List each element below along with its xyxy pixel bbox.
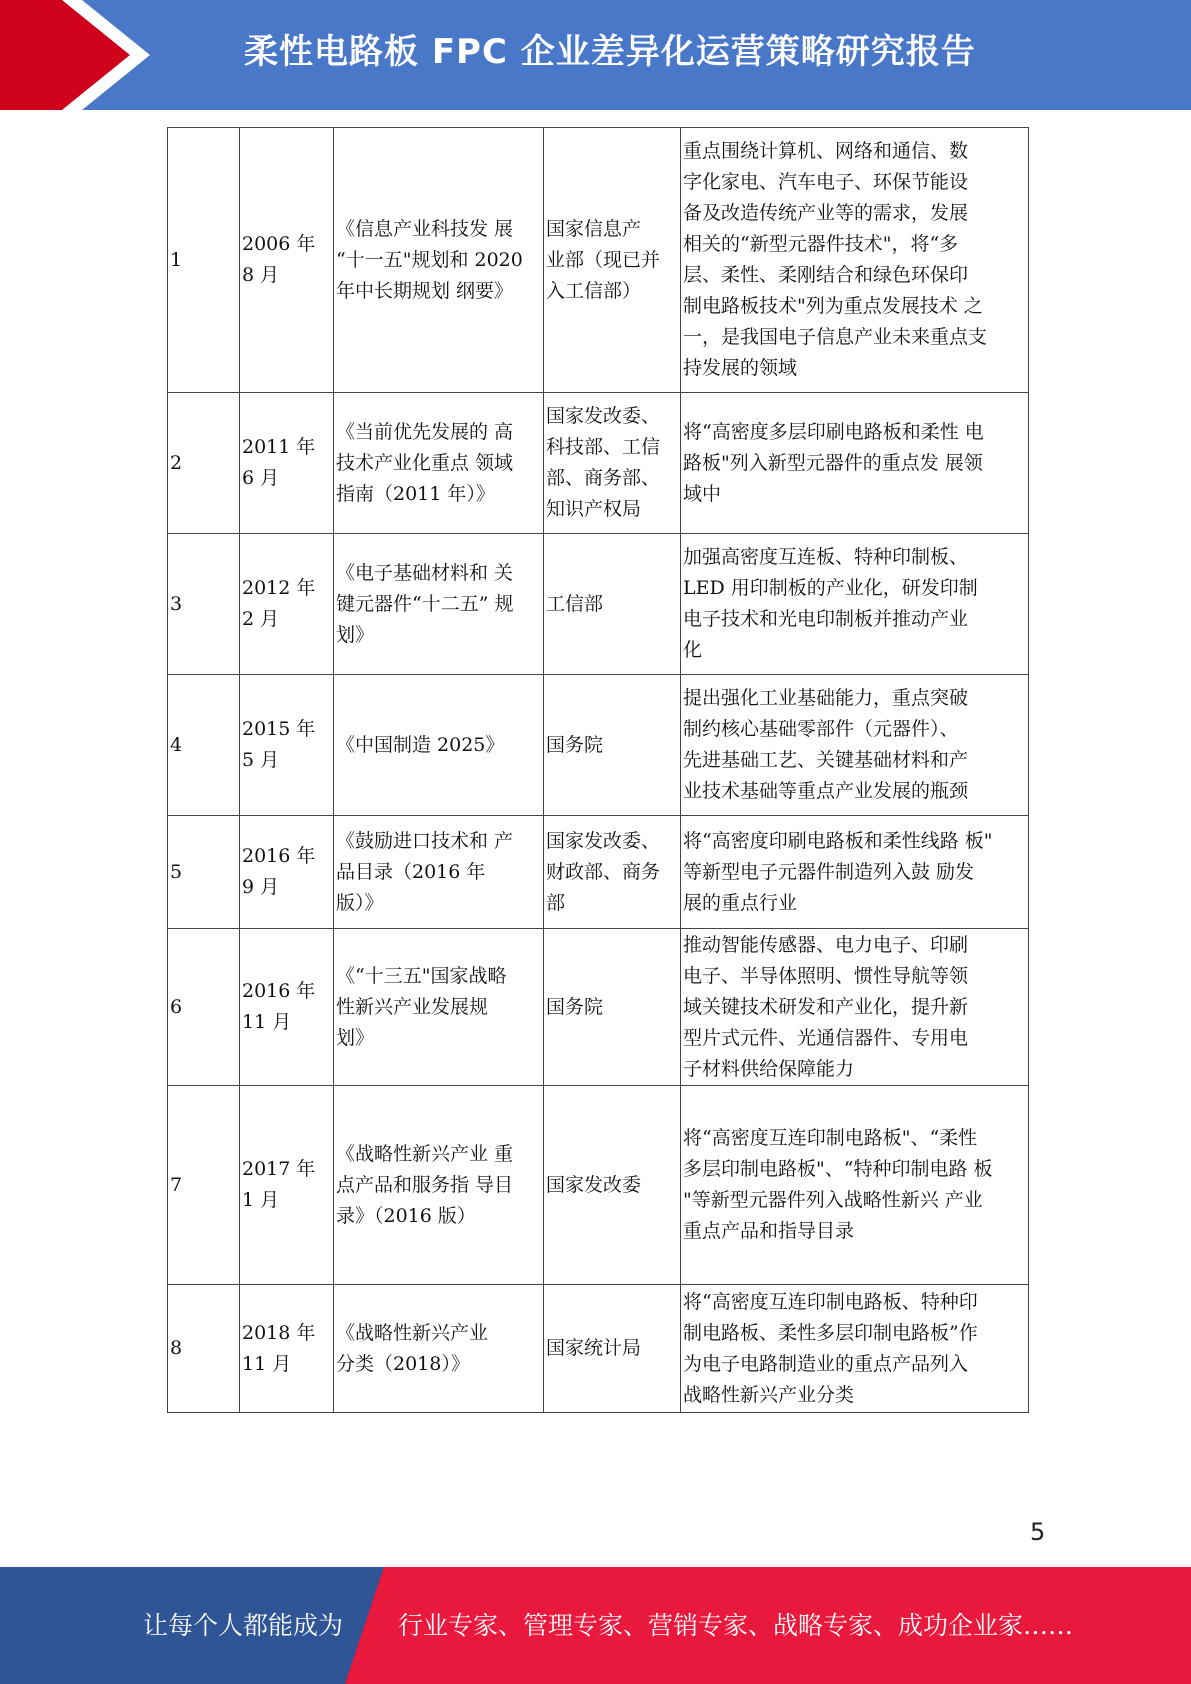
row-department: 工信部 [544,534,681,675]
row-document: 《中国制造 2025》 [334,675,544,816]
table-row [168,128,1029,393]
row-content: 将“高密度多层印刷电路板和柔性 电 路板"列入新型元器件的重点发 展领 域中 [681,393,1029,534]
row-department: 国家信息产 业部（现已并 入工信部） [544,128,681,393]
table-row [168,393,1029,534]
row-document: 《“十三五"国家战略 性新兴产业发展规 划》 [334,929,544,1086]
row-department: 国家发改委、 财政部、商务 部 [544,816,681,929]
row-date: 2016 年 11 月 [240,929,334,1086]
row-document: 《战略性新兴产业 分类（2018）》 [334,1285,544,1413]
report-title: 柔性电路板 FPC 企业差异化运营策略研究报告 [244,32,976,72]
row-document: 《信息产业科技发 展 “十一五"规划和 2020 年中长期规划 纲要》 [334,128,544,393]
table-row [168,1285,1029,1413]
row-number: 4 [168,675,240,816]
row-document: 《鼓励进口技术和 产 品目录（2016 年 版）》 [334,816,544,929]
table-row [168,1086,1029,1285]
row-date: 2006 年 8 月 [240,128,334,393]
row-number: 5 [168,816,240,929]
page-footer [0,1567,1191,1684]
row-content: 将“高密度印刷电路板和柔性线路 板" 等新型电子元器件制造列入鼓 励发 展的重点行业 [681,816,1029,929]
row-number: 8 [168,1285,240,1413]
footer-slogan-right: 行业专家、管理专家、营销专家、战略专家、成功企业家…… [398,1611,1074,1640]
row-date: 2015 年 5 月 [240,675,334,816]
row-document: 《战略性新兴产业 重 点产品和服务指 导目 录》（2016 版） [334,1086,544,1285]
row-content: 重点围绕计算机、网络和通信、数 字化家电、汽车电子、环保节能设 备及改造传统产业等的需求，发展 相关的“新型元器件技术"，将“多 层、柔性、柔刚结合和绿色环保印 制电路板技术"列为重点发展技术 之 一，是我国电子信息产业未来重点支 持发展的领域 [681,128,1029,393]
row-content: 加强高密度互连板、特种印制板、 LED 用印制板的产业化，研发印制 电子技术和光电印制板并推动产业 化 [681,534,1029,675]
policy-table [167,127,1029,1413]
row-content: 将“高密度互连印制电路板"、“柔性 多层印制电路板"、“特种印制电路 板 "等新型元器件列入战略性新兴 产业 重点产品和指导目录 [681,1086,1029,1285]
row-content: 将“高密度互连印制电路板、特种印 制电路板、柔性多层印制电路板”作 为电子电路制造业的重点产品列入 战略性新兴产业分类 [681,1285,1029,1413]
table-row [168,675,1029,816]
row-date: 2011 年 6 月 [240,393,334,534]
row-document: 《电子基础材料和 关 键元器件“十二五” 规 划》 [334,534,544,675]
page-number: 5 [1030,1518,1046,1546]
row-department: 国务院 [544,929,681,1086]
row-content: 提出强化工业基础能力，重点突破 制约核心基础零部件（元器件）、 先进基础工艺、关键基础材料和产 业技术基础等重点产业发展的瓶颈 [681,675,1029,816]
row-date: 2018 年 11 月 [240,1285,334,1413]
row-number: 6 [168,929,240,1086]
table-row [168,534,1029,675]
row-department: 国家发改委、 科技部、工信 部、商务部、 知识产权局 [544,393,681,534]
row-number: 3 [168,534,240,675]
row-department: 国务院 [544,675,681,816]
row-department: 国家发改委 [544,1086,681,1285]
row-document: 《当前优先发展的 高 技术产业化重点 领域 指南（2011 年）》 [334,393,544,534]
page-header [0,0,1191,110]
table-row [168,929,1029,1086]
row-number: 7 [168,1086,240,1285]
row-number: 2 [168,393,240,534]
header-arrow-decoration [0,0,150,110]
row-department: 国家统计局 [544,1285,681,1413]
row-date: 2012 年 2 月 [240,534,334,675]
row-number: 1 [168,128,240,393]
row-date: 2017 年 1 月 [240,1086,334,1285]
footer-slogan-left: 让每个人都能成为 [143,1611,344,1640]
row-date: 2016 年 9 月 [240,816,334,929]
row-content: 推动智能传感器、电力电子、印刷 电子、半导体照明、惯性导航等领 域关键技术研发和产业化，提升新 型片式元件、光通信器件、专用电 子材料供给保障能力 [681,929,1029,1086]
table-row [168,816,1029,929]
